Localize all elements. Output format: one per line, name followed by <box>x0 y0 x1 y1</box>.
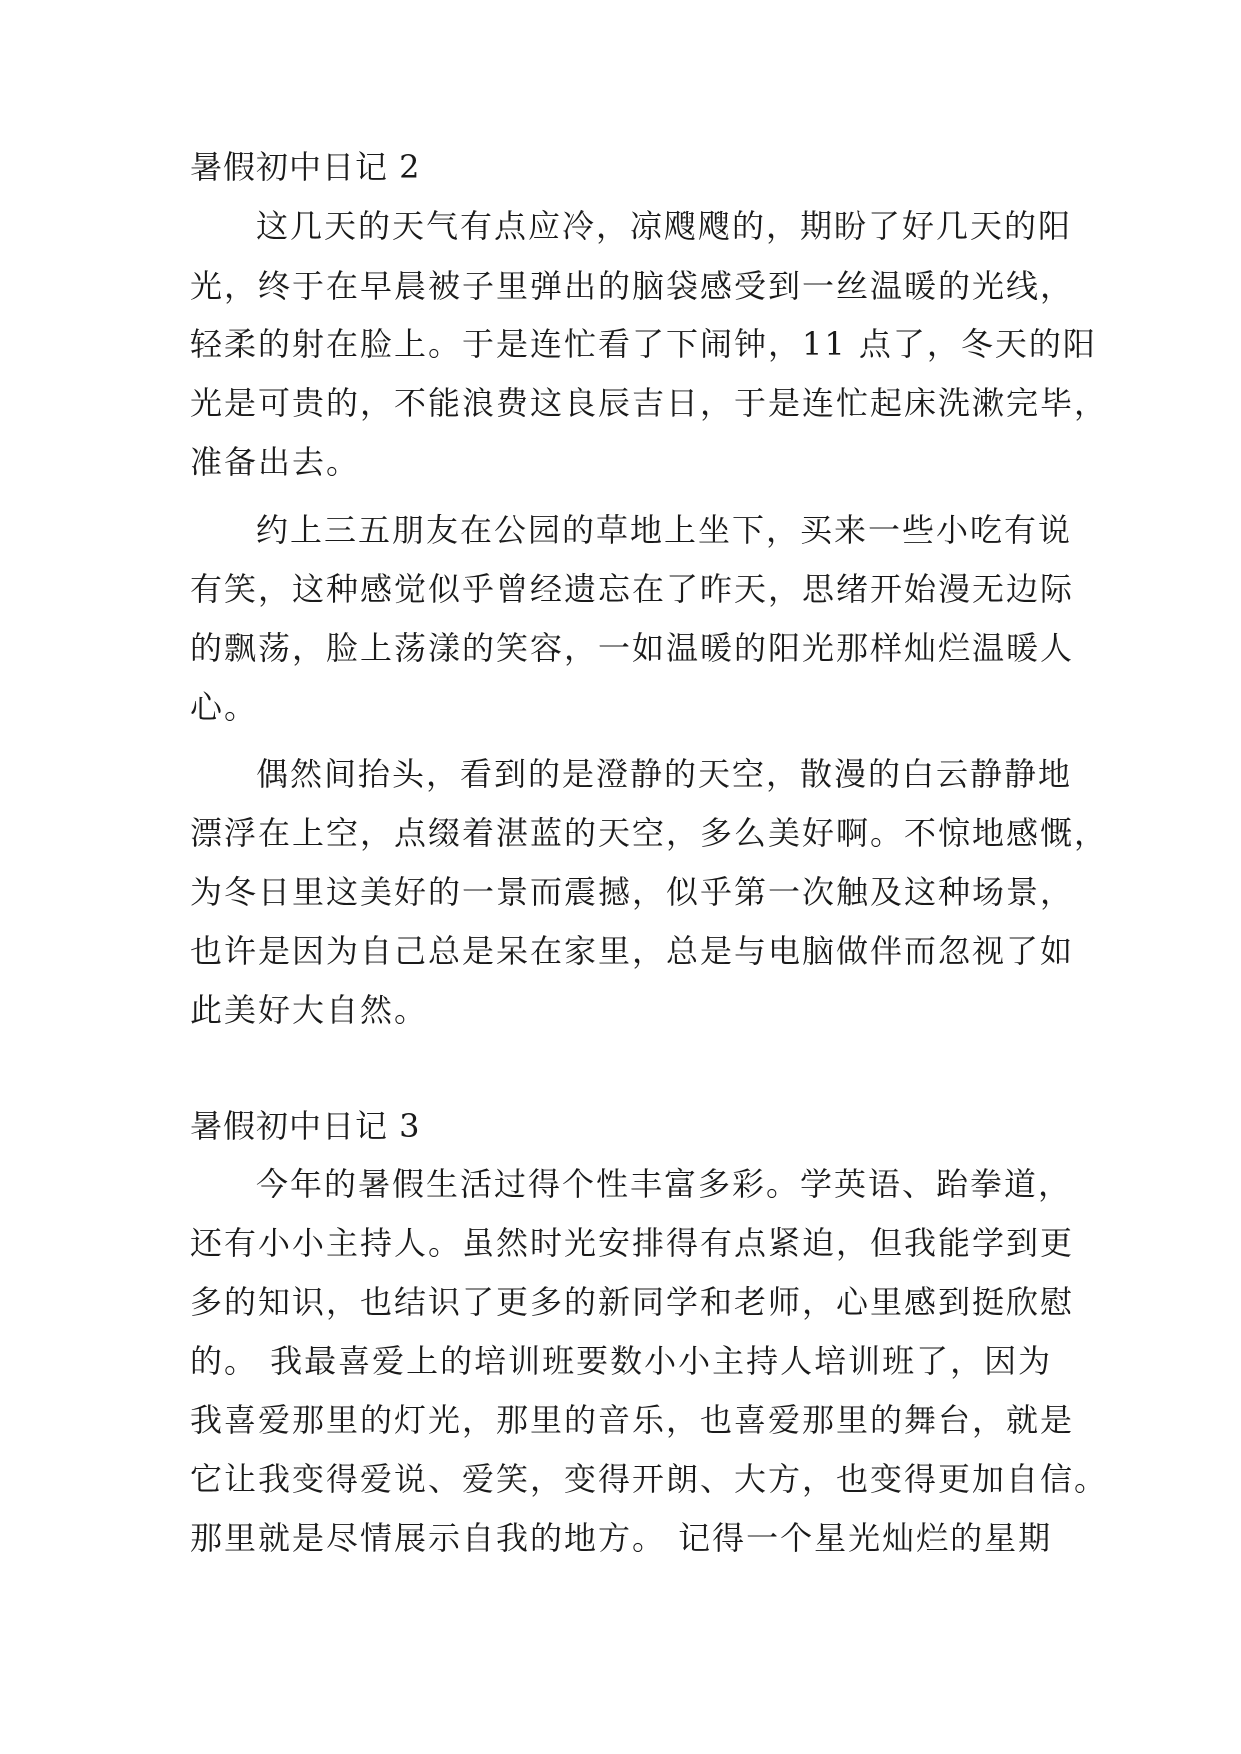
paragraph-line: 心。 <box>190 688 259 726</box>
paragraph-line: 漂浮在上空，点缀着湛蓝的天空，多么美好啊。不惊地感慨， <box>190 814 1109 852</box>
paragraph-line: 约上三五朋友在公园的草地上坐下，买来一些小吃有说 <box>256 511 1073 549</box>
section-heading: 暑假初中日记 2 <box>190 148 421 186</box>
paragraph-line: 的。 我最喜爱上的培训班要数小小主持人培训班了，因为 <box>190 1342 1053 1380</box>
paragraph-line: 准备出去。 <box>190 443 361 481</box>
paragraph-line: 也许是因为自己总是呆在家里，总是与电脑做伴而忽视了如 <box>190 932 1075 970</box>
section-heading: 暑假初中日记 3 <box>190 1107 421 1145</box>
paragraph-line: 今年的暑假生活过得个性丰富多彩。学英语、跆拳道， <box>256 1165 1073 1203</box>
paragraph-line: 轻柔的射在脸上。于是连忙看了下闹钟，11 点了，冬天的阳 <box>190 325 1097 363</box>
paragraph-line: 那里就是尽情展示自我的地方。 记得一个星光灿烂的星期 <box>190 1519 1053 1557</box>
paragraph-line: 它让我变得爱说、爱笑，变得开朗、大方，也变得更加自信。 <box>190 1460 1109 1498</box>
paragraph-line: 光，终于在早晨被子里弹出的脑袋感受到一丝温暖的光线， <box>190 267 1075 305</box>
paragraph-line: 我喜爱那里的灯光，那里的音乐，也喜爱那里的舞台，就是 <box>190 1401 1075 1439</box>
paragraph-line: 有笑，这种感觉似乎曾经遗忘在了昨天，思绪开始漫无边际 <box>190 570 1075 608</box>
paragraph-line: 偶然间抬头，看到的是澄静的天空，散漫的白云静静地 <box>256 755 1073 793</box>
paragraph-line: 光是可贵的，不能浪费这良辰吉日，于是连忙起床洗漱完毕， <box>190 384 1109 422</box>
paragraph-line: 还有小小主持人。虽然时光安排得有点紧迫，但我能学到更 <box>190 1224 1075 1262</box>
paragraph-line: 为冬日里这美好的一景而震撼，似乎第一次触及这种场景， <box>190 873 1075 911</box>
paragraph-line: 这几天的天气有点应冷，凉飕飕的，期盼了好几天的阳 <box>256 207 1073 245</box>
paragraph-line: 的飘荡，脸上荡漾的笑容，一如温暖的阳光那样灿烂温暖人 <box>190 629 1075 667</box>
paragraph-line: 此美好大自然。 <box>190 991 429 1029</box>
paragraph-line: 多的知识，也结识了更多的新同学和老师，心里感到挺欣慰 <box>190 1283 1075 1321</box>
